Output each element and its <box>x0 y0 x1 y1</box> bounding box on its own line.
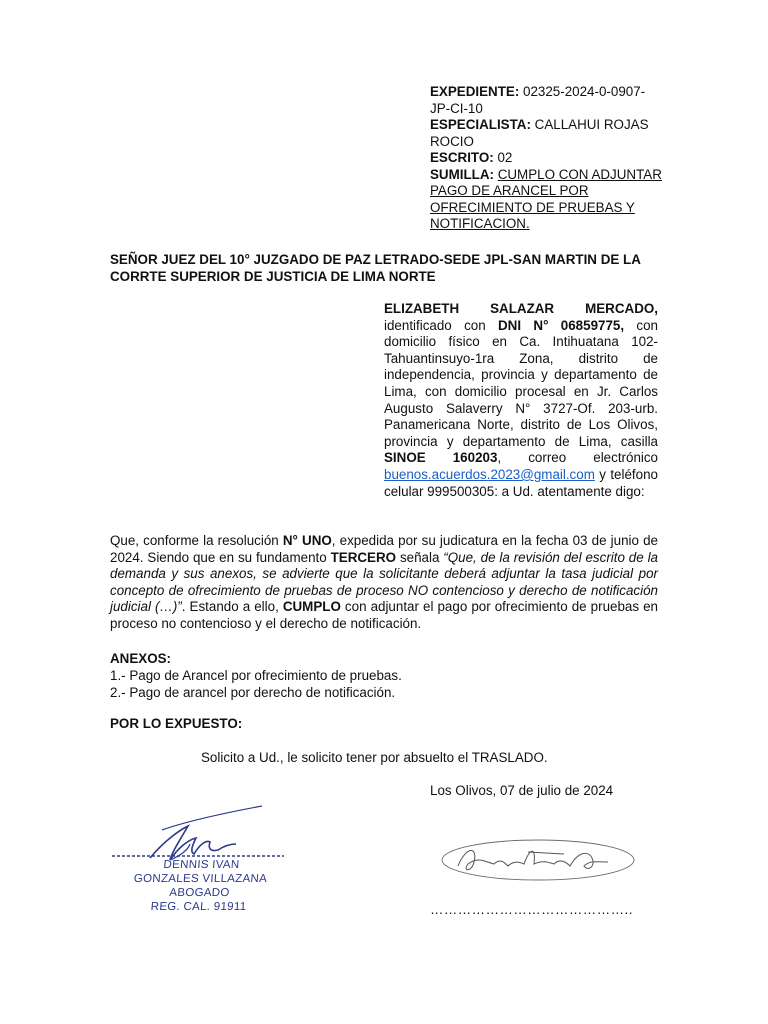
expediente-row <box>430 84 662 117</box>
escrito-label: ESCRITO: <box>430 150 494 165</box>
party-introduction: ELIZABETH SALAZAR MERCADO, identificado con DNI N° 06859775, con domicilio físico en Ca. Intihuatana 102-Tahuantinsuyo-1ra Zona, distrito de independencia, provincia y departamento de Lima, con domicilio procesal en Jr. Carlos Augusto Salaverry N° 3727-Of. 203-urb. Panamericana Norte, distrito de Los Olivos, provincia y departamento de Lima, casilla SINOE 160203, correo electrónico buenos.acuerdos.2023@gmail.com y teléfono celular 999500305: a Ud. atentamente digo: <box>384 301 659 499</box>
sinoe-casilla: SINOE 160203 <box>384 450 498 466</box>
client-signature-icon <box>438 832 638 892</box>
sumilla-value: CUMPLO CON ADJUNTAR PAGO DE ARANCEL POR OFRECIMIENTO DE PRUEBAS Y NOTIFICACION. <box>430 166 662 231</box>
anexo-item: 1.- Pago de Arancel por ofrecimiento de pruebas. <box>110 668 402 683</box>
por-lo-expuesto: POR LO EXPUESTO: <box>110 716 243 731</box>
escrito-row <box>430 150 662 167</box>
especialista-value: CALLAHUI ROJAS ROCIO <box>430 117 649 149</box>
anexos-section <box>110 650 658 701</box>
signature-line: …………………………………….. <box>430 902 633 917</box>
especialista-row <box>430 117 662 150</box>
lawyer-stamp: DENNIS IVAN GONZALES VILLAZANA ABOGADO REG. CAL. 91911 <box>133 859 268 913</box>
request-line: Solicito a Ud., le solicito tener por absuelto el TRASLADO. <box>201 750 548 765</box>
email-link[interactable]: buenos.acuerdos.2023@gmail.com <box>384 466 595 482</box>
anexos-title: ANEXOS: <box>110 651 172 666</box>
quoted-text: “Que, de la revisión del escrito de la demanda y sus anexos, se advierte que la solicitante deberá adjuntar la tasa judicial por concepto de ofrecimiento de pruebas de proceso NO contencioso y derecho de notificación judicial (…)” <box>110 549 658 615</box>
body-paragraph: Que, conforme la resolución N° UNO, expedida por su judicatura en la fecha 03 de junio de 2024. Siendo que en su fundamento TERCERO señala “Que, de la revisión del escrito de la demanda y sus anexos, se advierte que la solicitante deberá adjuntar la tasa judicial por concepto de ofrecimiento de pruebas de proceso NO contencioso y derecho de notificación judicial (…)”. Estando a ello, CUMPLO con adjuntar el pago por ofrecimiento de pruebas en proceso no contencioso y el derecho de notificación. <box>110 533 658 631</box>
sumilla-label: SUMILLA: <box>430 166 494 182</box>
anexo-item: 2.- Pago de arancel por derecho de notificación. <box>110 685 396 700</box>
sumilla-row <box>430 167 662 233</box>
especialista-label: ESPECIALISTA: <box>430 117 531 132</box>
expediente-label: EXPEDIENTE: <box>430 84 520 99</box>
party-name: ELIZABETH SALAZAR MERCADO, <box>384 301 658 316</box>
dni-number: DNI N° 06859775, <box>498 317 625 333</box>
escrito-value: 02 <box>493 150 513 165</box>
case-header <box>430 84 662 233</box>
addressee: SEÑOR JUEZ DEL 10° JUZGADO DE PAZ LETRADO-SEDE JPL-SAN MARTIN DE LA CORRTE SUPERIOR DE JUSTICIA DE LIMA NORTE <box>110 252 641 284</box>
expediente-value: 02325-2024-0-0907-JP-CI-10 <box>430 84 646 116</box>
place-date: Los Olivos, 07 de julio de 2024 <box>430 783 614 798</box>
